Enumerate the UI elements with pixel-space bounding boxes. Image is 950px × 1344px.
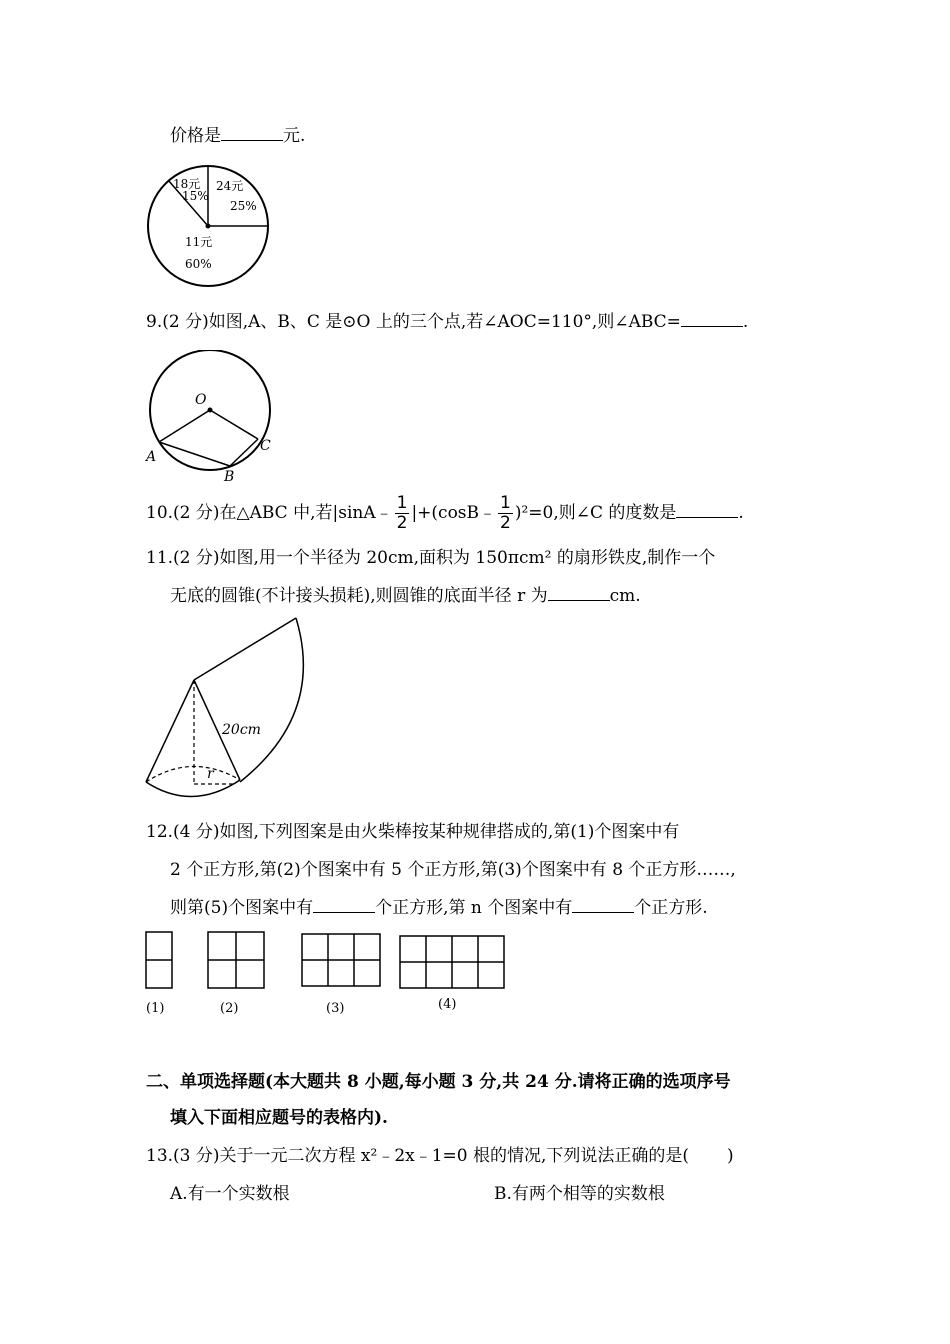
q13-option-b: B.有两个相等的实数根 — [494, 1184, 665, 1204]
label-a: A — [146, 449, 157, 465]
label-b: B — [224, 469, 235, 485]
radius-label: 20cm — [222, 722, 261, 738]
q10-fraction-1 — [395, 494, 410, 533]
q10-part2: |+(cosB﹣ — [411, 503, 497, 523]
q12-answer-blank-1 — [313, 896, 375, 913]
pie-slice-b-price: 24元 — [216, 179, 244, 193]
q10-end: . — [738, 503, 744, 523]
q10-frac2-den: 2 — [500, 513, 511, 533]
q10-line — [146, 494, 744, 533]
q9-end: . — [742, 312, 749, 332]
circle-figure — [140, 350, 280, 485]
q9-line — [146, 310, 748, 334]
sector-arc-outer — [240, 618, 303, 782]
pie-slice-b-pct: 25% — [230, 199, 257, 213]
sector-radius-top — [194, 618, 296, 680]
q12-line-2: 2 个正方形,第(2)个图案中有 5 个正方形,第(3)个图案中有 8 个正方形……, — [170, 860, 736, 880]
q12-line-1: 12.(4 分)如图,下列图案是由火柴棒按某种规律搭成的,第(1)个图案中有 — [146, 822, 680, 842]
section2-heading-line-2: 填入下面相应题号的表格内). — [170, 1108, 388, 1128]
q10-part1: 10.(2 分)在△ABC 中,若|sinA﹣ — [146, 503, 393, 523]
q10-fraction-2 — [498, 494, 513, 533]
q10-part3: )²=0,则∠C 的度数是 — [514, 503, 677, 523]
pie-slice-c-pct: 60% — [185, 257, 212, 271]
pattern-label-4: (4) — [438, 997, 457, 1012]
section2-heading-line-1: 二、单项选择题(本大题共 8 小题,每小题 3 分,共 24 分.请将正确的选项序号 — [146, 1072, 731, 1092]
q12-text-c: 个正方形. — [634, 898, 708, 918]
q11-text-before: 无底的圆锥(不计接头损耗),则圆锥的底面半径 r 为 — [170, 586, 548, 606]
pie-slice-a-price: 18元 — [173, 177, 201, 191]
q12-line-3 — [170, 896, 708, 920]
q13-stem-end: ) — [727, 1146, 734, 1166]
pie-figure — [140, 162, 280, 290]
matchstick-figure — [140, 926, 510, 1020]
label-c: C — [260, 438, 271, 454]
q13-stem — [146, 1144, 734, 1168]
q8-tail-line — [170, 124, 305, 148]
q10-frac1-den: 2 — [396, 513, 408, 533]
pattern-3 — [302, 934, 380, 986]
q10-answer-blank — [676, 501, 738, 518]
pattern-label-2: (2) — [220, 1001, 239, 1016]
pattern-1 — [146, 932, 172, 988]
cone-base-back — [146, 766, 240, 782]
q11-text-after: cm. — [609, 586, 641, 606]
q12-text-a: 则第(5)个图案中有 — [170, 898, 314, 918]
q10-frac1-num: 1 — [396, 493, 408, 513]
label-o: O — [195, 392, 207, 408]
q9-answer-blank — [681, 310, 743, 327]
q11-line-2 — [170, 584, 641, 608]
q10-frac2-num: 1 — [500, 493, 511, 513]
q13-stem-text: 13.(3 分)关于一元二次方程 x²﹣2x﹣1=0 根的情况,下列说法正确的是( — [146, 1146, 690, 1166]
q11-answer-blank — [548, 584, 610, 601]
segment-oa — [159, 410, 210, 442]
pattern-label-3: (3) — [326, 1001, 345, 1016]
q8-text-before: 价格是 — [170, 126, 221, 146]
q9-text: 9.(2 分)如图,A、B、C 是⊙O 上的三个点,若∠AOC=110°,则∠ABC= — [146, 312, 681, 332]
pie-slice-a-pct: 15% — [182, 189, 209, 203]
pattern-label-1: (1) — [146, 1001, 165, 1016]
q8-text-after: 元. — [283, 126, 306, 146]
pie-center-dot — [206, 224, 211, 229]
pattern-4 — [400, 936, 504, 988]
segment-bc — [230, 439, 258, 466]
q8-answer-blank — [221, 124, 283, 141]
pattern-2 — [208, 932, 264, 988]
segment-oc — [210, 410, 258, 439]
q12-text-b: 个正方形,第 n 个图案中有 — [375, 898, 573, 918]
pie-slice-c-price: 11元 — [185, 235, 213, 249]
q12-answer-blank-2 — [572, 896, 634, 913]
q11-line-1: 11.(2 分)如图,用一个半径为 20cm,面积为 150πcm² 的扇形铁皮,制作一个 — [146, 548, 716, 568]
r-label: r — [207, 766, 214, 782]
cone-figure — [140, 614, 310, 806]
q13-option-a: A.有一个实数根 — [170, 1184, 290, 1204]
cone-base-front — [146, 780, 240, 797]
